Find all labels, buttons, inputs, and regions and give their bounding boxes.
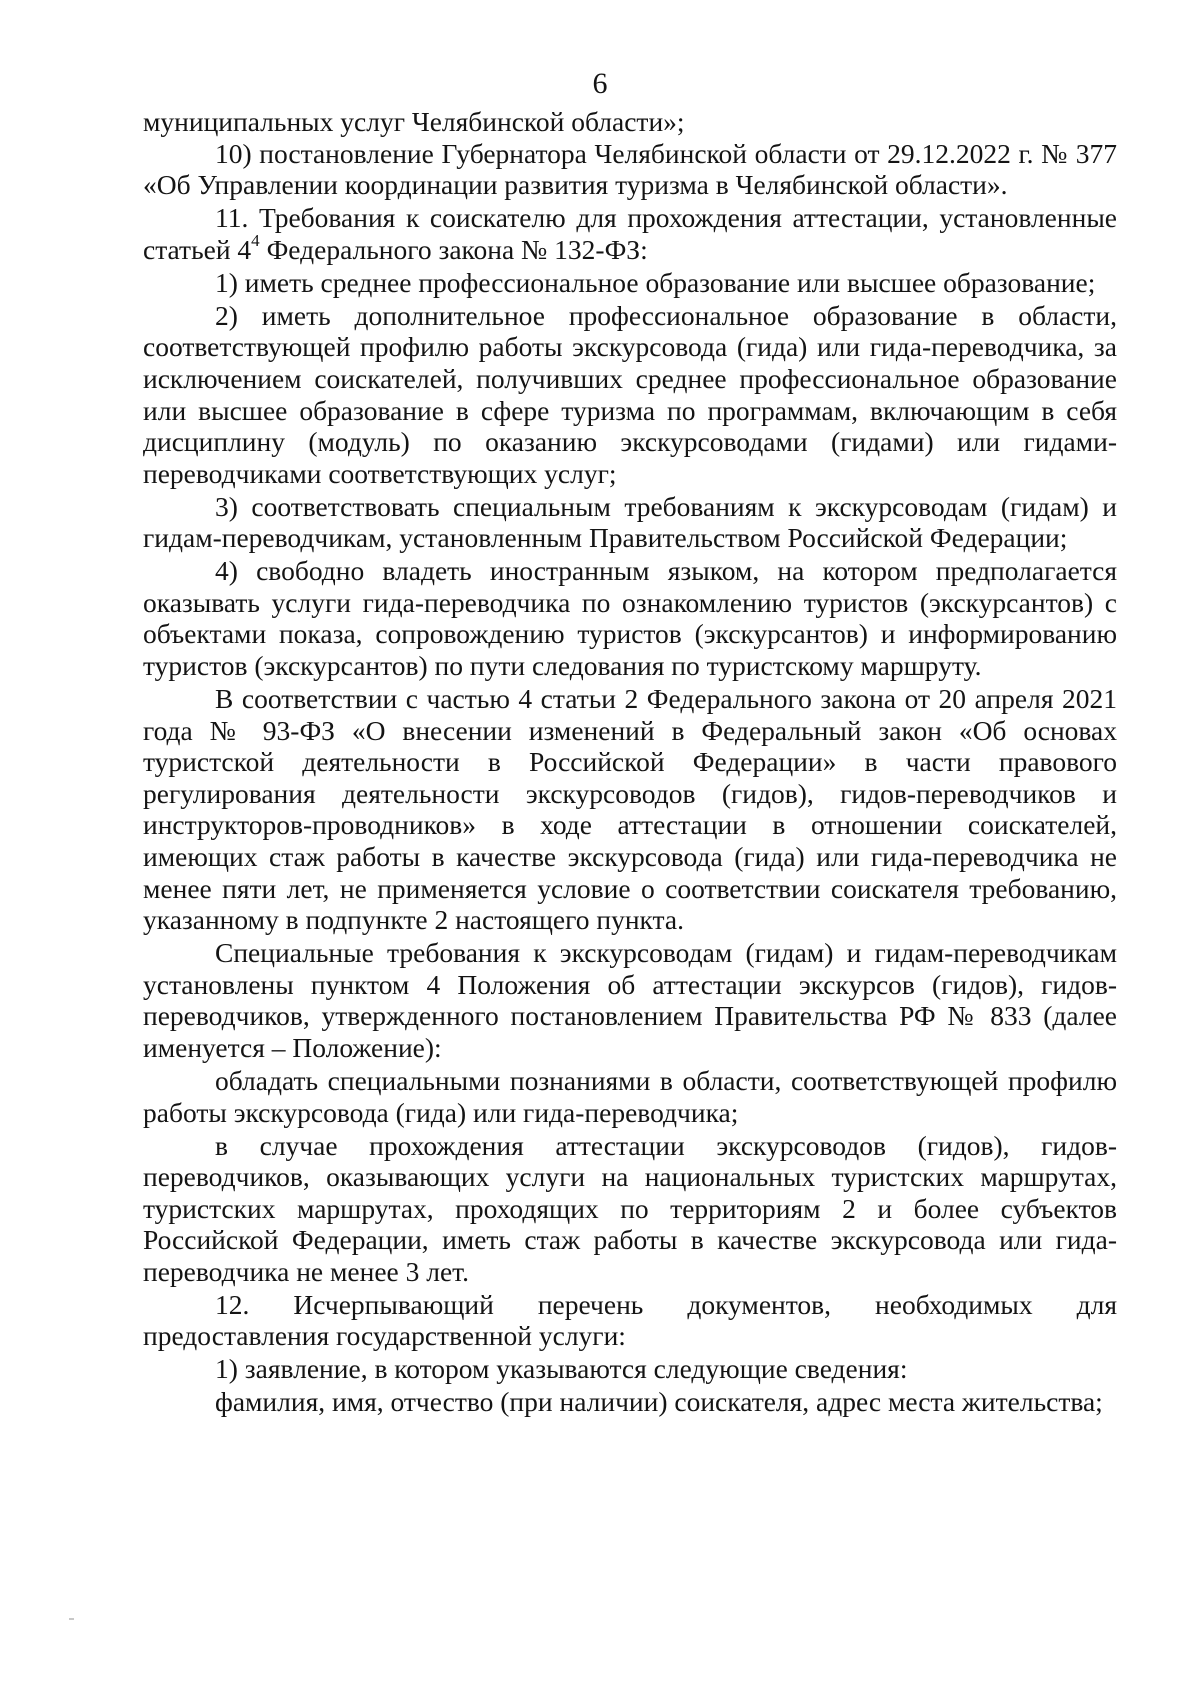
paragraph-item-10: 10) постановление Губернатора Челябинской области от 29.12.2022 г. № 377 «Об Управлении координации развития туризма в Челябинской области».	[143, 137, 1117, 201]
special-requirement-knowledge: обладать специальными познаниями в области, соответствующей профилю работы экскурсовода (гида) или гида-переводчика;	[143, 1064, 1117, 1128]
paragraph-section-11	[143, 202, 1117, 265]
paragraph-section-11-text: 11. Требования к соискателю для прохождения аттестации, установленные статьей 4	[143, 202, 1117, 265]
paragraph-section-12: 12. Исчерпывающий перечень документов, необходимых для предоставления государственной услуги:	[143, 1288, 1117, 1352]
article-superscript: 4	[251, 230, 260, 250]
application-fields: фамилия, имя, отчество (при наличии) соискателя, адрес места жительства;	[215, 1386, 1103, 1418]
requirement-item-4: 4) свободно владеть иностранным языком, на котором предполагается оказывать услуги гида-переводчика по ознакомлению туристов (экскурсантов) с объектами показа, сопровождению туристов (экскурсантов) и информированию туристов (экскурсантов) по пути следования по туристскому маршруту.	[143, 555, 1117, 682]
paragraph-continuation: муниципальных услуг Челябинской области»;	[143, 106, 685, 137]
requirement-item-2: 2) иметь дополнительное профессиональное образование в области, соответствующей профилю работы экскурсовода (гида) или гида-переводчика, за исключением соискателей, получивших среднее профессиональное образование или высшее образование в сфере туризма по программам, включающим в себя дисциплину (модуль) по оказанию экскурсоводами (гидами) или гидами-переводчиками соответствующих услуг;	[143, 299, 1117, 489]
document-item-1: 1) заявление, в котором указываются следующие сведения:	[215, 1353, 908, 1385]
document-body	[143, 106, 1117, 1418]
special-requirement-experience: в случае прохождения аттестации экскурсоводов (гидов), гидов-переводчиков, оказывающих услуги на национальных туристских маршрутах, туристских маршрутах, проходящих по территориям 2 и более субъектов Российской Федерации, иметь стаж работы в качестве экскурсовода или гида-переводчика не менее 3 лет.	[143, 1129, 1117, 1287]
requirement-item-1: 1) иметь среднее профессиональное образование или высшее образование;	[215, 266, 1096, 298]
paragraph-section-11-tail: Федерального закона № 132-ФЗ:	[259, 233, 648, 265]
paragraph-law-93: В соответствии с частью 4 статьи 2 Федерального закона от 20 апреля 2021 года № 93-ФЗ «О внесении изменений в Федеральный закон «Об основах туристской деятельности в Российской Федерации» в части правового регулирования деятельности экскурсоводов (гидов), гидов-переводчиков и инструкторов-проводников» в ходе аттестации в отношении соискателей, имеющих стаж работы в качестве экскурсовода (гида) или гида-переводчика не менее пяти лет, не применяется условие о соответствии соискателя требованию, указанному в подпункте 2 настоящего пункта.	[143, 683, 1117, 936]
requirement-item-3: 3) соответствовать специальным требованиям к экскурсоводам (гидам) и гидам-переводчикам, установленным Правительством Российской Федерации;	[143, 490, 1117, 554]
page-number: 6	[592, 67, 608, 100]
scan-mark	[69, 1618, 74, 1620]
paragraph-special-requirements: Специальные требования к экскурсоводам (гидам) и гидам-переводчикам установлены пунктом 4 Положения об аттестации экскурсов (гидов), гидов-переводчиков, утвержденного постановлением Правительства РФ № 833 (далее именуется – Положение):	[143, 937, 1117, 1063]
